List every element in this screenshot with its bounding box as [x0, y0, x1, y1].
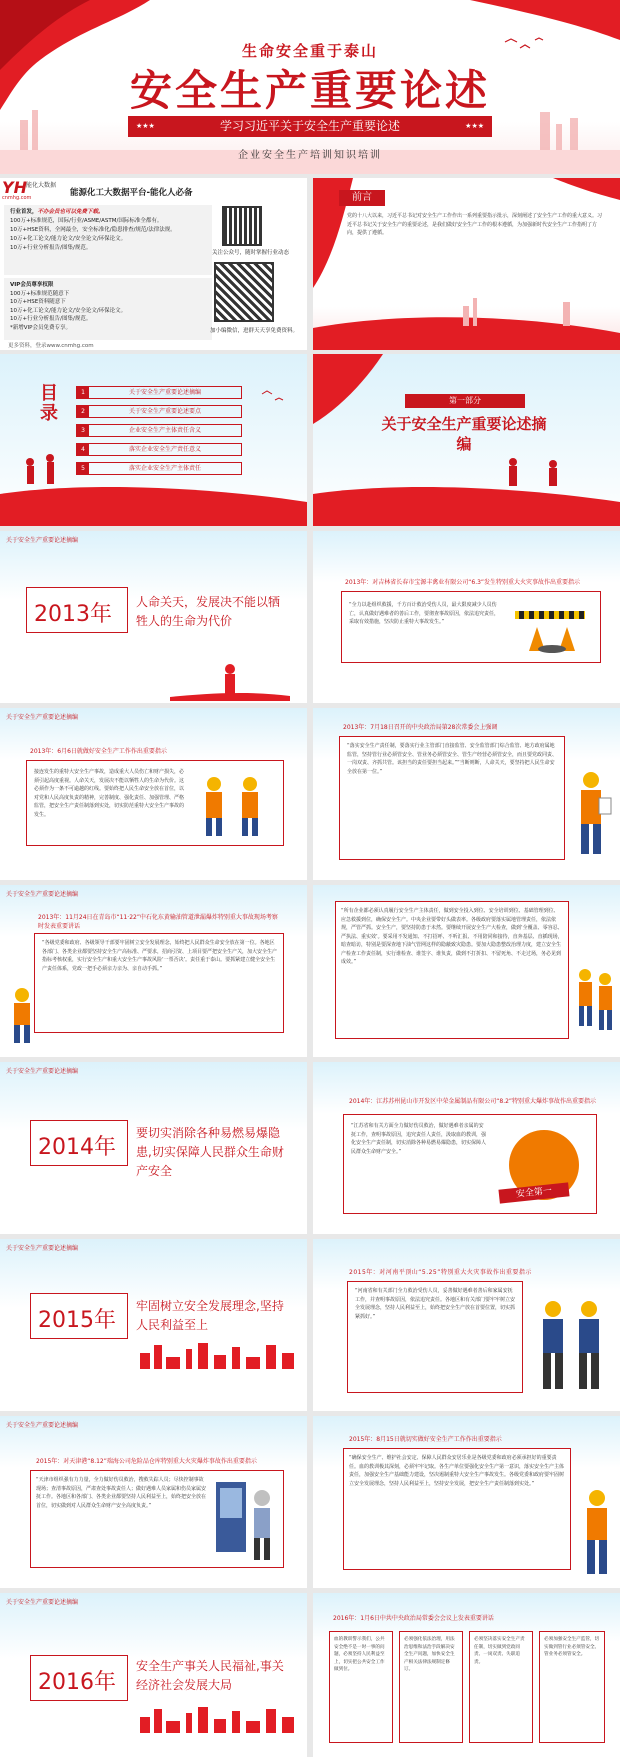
speech-col-4: 必须加强安全生产监管，切实做到管行业必须管安全、管业务必须管安全。 [539, 1631, 605, 1743]
star-icon: ★★★ [465, 122, 484, 130]
toc-item-5[interactable]: 5 落实企业安全生产主体责任 [76, 462, 242, 475]
year-label: 2013年 [34, 602, 112, 627]
slide-header: 关于安全生产重要论述摘编 [6, 1068, 79, 1075]
speech-col-3: 必须坚决落实安全生产责任制，切实做到党政同责、一岗双责、失职追责。 [469, 1631, 533, 1743]
speech-body: “各级党委和政府、各级领导干部要牢固树立安全发展理念，始终把人民群众生命安全放在第一位。各地区各部门、各类企业都要坚持安全生产高标准、严要求，招商引资、上项目要严把安全生产关，加大安全生产指标考核权重，实行安全生产和重大安全生产事故风险‘一票否决’。责任重于泰山。要抓紧建立健全安全生产责任体系，党政一把手必须亲力亲为、亲自动手抓。” [42, 940, 278, 972]
ad-industry-label: 行业首发， [10, 209, 38, 215]
speech-body: “江苏省和有关方面全力做好伤员救治，做好遇难者亲属的安抚工作，查明事故原因，追究责任人责任，汲取血的教训，强化安全生产责任制，切实消除各种易燃易爆隐患，切实保障人民群众生命财产安全。” [351, 1123, 487, 1155]
qr1-caption: 关注公众号，随时掌握行业动态 [212, 250, 290, 256]
speech-2013-e-slide [313, 885, 620, 1057]
speech-2015-c-slide [313, 1416, 620, 1588]
vip-item: 10万+HSE资料随意下 [10, 299, 66, 305]
skyline-decoration [140, 1339, 300, 1369]
toc-item-4[interactable]: 4 落实企业安全生产责任意义 [76, 443, 242, 456]
skyline-decoration [140, 1703, 300, 1733]
qr2-caption: 加小编微信，进群天天享免费资料。 [210, 328, 299, 334]
ad-vip [4, 278, 212, 340]
slide-header: 关于安全生产重要论述摘编 [6, 1599, 79, 1606]
year-label: 2016年 [38, 1670, 116, 1695]
speech-body: “落实安全生产责任制，要落实行业主管部门直接监管、安全监管部门综合监管、地方政府属地监管，坚持管行业必须管安全、管业务必须管安全、管生产经营必须管安全，而且要党政同责、一岗双责、齐抓共管。该担当的责任要担当起来。”“当断则断，人命关天，要坚持把人民生命安全放在第一位。” [347, 743, 558, 775]
speech-2013-a-slide [313, 531, 620, 703]
star-icon: ★★★ [136, 122, 155, 130]
speech-body: “天津市组织强有力力量，全力做好伤员救治，搜救失踪人员；尽快控制事故现场；查清事故原因，严肃查处事故责任人；做好遇难人员家属和伤员家属安抚工作。各地区和各部门、各类企业都要坚持人民利益至上，始终把安全放在首位，切实做到对人民群众生命财产安全高度负责。” [36, 1477, 207, 1509]
speech-2015-a-slide [313, 1239, 620, 1411]
vip-item: 10万+化工论文/能力论文/安全论文/环保论文。 [10, 307, 127, 314]
toc-slide [0, 354, 307, 526]
logo-mark: YH [2, 178, 27, 197]
year-2015-slide [0, 1239, 307, 1411]
toc-item-2[interactable]: 2 关于安全生产重要论述要点 [76, 405, 242, 418]
speech-head: 2015年：对河南平顶山“5.25”特别重大火灾事故作出重要指示 [349, 1269, 532, 1276]
foreword-body: 党的十八大以来，习近平总书记对安全生产工作作出一系列重要指示批示，深刻阐述了安全生产工作的重大意义。习近平总书记关于安全生产的重要论述，是我们做好安全生产工作的根本遵循，为加强新时代安全生产工作指明了方向，提供了遵循。 [347, 213, 603, 236]
control-panel-illustration [212, 1478, 280, 1564]
workers-illustration [571, 965, 617, 1045]
ad-logo [2, 178, 68, 204]
cover-kicker: 生命安全重于泰山 [241, 42, 378, 60]
qr-code-2[interactable] [216, 264, 272, 320]
ad-item: 10万+化工论文/能力论文/安全论文/环保论文。 [10, 236, 127, 242]
cover-banner [128, 116, 492, 137]
worker-illustration [577, 1488, 617, 1578]
slide-header: 关于安全生产重要论述摘编 [6, 714, 79, 721]
toc-title: 目录 [40, 383, 58, 424]
toc-list [76, 386, 242, 475]
cover-title: 安全生产重要论述 [129, 66, 490, 115]
qr-code-1[interactable] [224, 208, 260, 244]
speech-head: 2013年：对吉林省长春市宝源丰禽业有限公司“6.3”发生特别重大火灾事故作出重要指示 [345, 579, 581, 586]
toc-item-3[interactable]: 3 企业安全生产主体责任含义 [76, 424, 242, 437]
year-quote: 人命关天，发展决不能以牺牲人的生命为代价 [136, 595, 281, 628]
speech-2014-slide [313, 1062, 620, 1234]
year-2014-slide [0, 1062, 307, 1234]
speech-col-1: 血的教训警示我们，公共安全绝不是一时一事的问题，必须坚持人民利益至上，切实把公共安全工作做到位。 [329, 1631, 393, 1743]
year-label: 2014年 [38, 1135, 116, 1160]
slide-header: 关于安全生产重要论述摘编 [6, 1422, 79, 1429]
speech-body: “确保安全生产、维护社会安定、保障人民群众安居乐业是各级党委和政府必须承担好的重要责任。血的教训极其深刻，必须牢牢记取。各生产单位要强化安全生产第一意识，落实安全生产主体责任，加强安全生产基础能力建设，坚决遏制重特大安全生产事故发生。各级党委和政府要牢固树立安全发展理念，坚持人民利益至上，坚持安全发展，把安全生产责任制落到实处。” [349, 1455, 565, 1487]
ad-list [4, 205, 212, 275]
vip-item: 10万+行业分析报告/图集/规范。 [10, 316, 92, 322]
worker-clipboard-illustration [569, 768, 615, 860]
worker-illustration [6, 985, 40, 1045]
worker-silhouette-decoration [170, 651, 290, 701]
part1-slide [313, 354, 620, 526]
speech-head: 2013年：11月24日在青岛市“11·22”中石化东黄输油管道泄漏爆炸特别重大事故现场考察时发表重要讲话 [38, 914, 278, 930]
cover-banner-text: 学习习近平关于安全生产重要论述 [219, 119, 400, 133]
ad-slide [0, 178, 307, 350]
speech-col-2: 必须强化依法治理，用法治思维和法治手段解决安全生产问题，加快安全生产相关法律法规制定修订。 [399, 1631, 463, 1743]
part1-title: 关于安全生产重要论述摘编 [381, 415, 547, 453]
workers-illustration [190, 770, 278, 840]
vip-title: VIP会员尊享权限 [10, 282, 54, 288]
year-2016-slide [0, 1593, 307, 1757]
speech-2015-b-slide [0, 1416, 307, 1588]
part1-label: 第一部分 [405, 394, 525, 408]
speech-head: 2014年：江苏苏州昆山市开发区中荣金属制品有限公司“8.2”特别重大爆炸事故作出重要指示 [349, 1098, 597, 1105]
year-quote: 要切实消除各种易燃易爆隐患,切实保障人民群众生命财产安全 [136, 1126, 284, 1178]
year-label: 2015年 [38, 1308, 116, 1333]
foreword-slide [313, 178, 620, 350]
speech-2013-b-slide [0, 708, 307, 880]
ad-headline: 能源化工大数据平台-能化人必备 [70, 188, 193, 198]
slide-header: 关于安全生产重要论述摘编 [6, 1245, 79, 1252]
cover-slide [0, 0, 620, 174]
ad-item: 10万+HSE资料，全网最全，安全标准化/隐患排查/规范/法律法规。 [10, 227, 176, 233]
safety-first-badge: 安全第一 [498, 1182, 569, 1203]
speech-body: “河南省和有关部门全力救治受伤人员，妥善做好遇难者善后和家属安抚工作，并查明事故原因，依法追究责任。各地区和有关部门要牢牢树立安全发展理念，坚持人民利益至上，始终把安全生产放在首要位置，切实抓紧抓好。” [355, 1288, 516, 1320]
speech-head: 2015年：8月15日就切实做好安全生产工作作出重要指示 [349, 1436, 502, 1443]
speech-head: 2016年：1月6日中共中央政治局常委会会议上发表重要讲话 [333, 1615, 494, 1622]
speech-2013-c-slide [313, 708, 620, 880]
speech-head: 2013年：6月6日就做好安全生产工作作出重要指示 [30, 748, 167, 755]
slide-header: 关于安全生产重要论述摘编 [6, 537, 79, 544]
speech-body: 接连发生的重特大安全生产事故，造成重大人员伤亡和财产损失，必须引起高度重视。人命关天，发展决不能以牺牲人的生命为代价。这必须作为一条不可逾越的红线。要始终把人民生命安全放在首位，以对党和人民高度负责的精神，完善制度、强化责任、加强管理、严格监管，把安全生产责任制落到实处，切实防范重特大安全生产事故的发生。 [34, 769, 185, 818]
logo-url: cnmhg.com [2, 195, 32, 201]
year-quote: 牢固树立安全发展理念,坚持人民利益至上 [136, 1299, 284, 1332]
speech-body: “全力以赴组织救援，千方百计救治受伤人员，最大限度减少人员伤亡，认真做好遇难者的善后工作，要彻查事故原因，依法追究责任，采取有效措施，坚决防止重特大事故发生。” [349, 602, 500, 625]
vip-item: 100万+标准规范随意下 [10, 290, 70, 297]
ad-industry-note: 不办会员也可以免费下载。 [37, 209, 104, 215]
slide-header: 关于安全生产重要论述摘编 [6, 891, 79, 898]
speech-head: 2013年：7月18日召开的中央政治局第28次常委会上强调 [343, 724, 498, 731]
cover-subtitle: 企业安全生产培训知识培训 [238, 150, 382, 161]
speech-2016-slide [313, 1593, 620, 1757]
speech-body: “所有企业都必须认真履行安全生产主体责任，做到安全投入到位、安全培训到位、基础管理到位、应急救援到位，确保安全生产。中央企业要带好头做表率。各级政府要落实属地管理责任，依法依规，严管严抓。安全生产，要坚持防患于未然。要继续开展安全生产大检查，做到‘全覆盖、零容忍、严执法、重实效’。要采用不发通知、不打招呼、不听汇报、不用陪同和接待，直奔基层、直插现场，暗查暗访，特别是要深查地下油气管网这样的隐蔽致灾隐患。要加大隐患整改治理力度，建立安全生产检查工作责任制，实行谁检查、谁签字、谁负责，做到不打折扣、不留死角、不走过场，务必见到成效。” [341, 908, 563, 965]
vip-item: *新增VIP会员免费专享。 [10, 324, 71, 331]
ad-item: 10万+行业分析报告/图集/规范。 [10, 245, 92, 251]
speech-2013-d-slide [0, 885, 307, 1057]
year-2013-slide [0, 531, 307, 703]
foreword-title: 前言 [339, 190, 385, 206]
year-quote: 安全生产事关人民福祉,事关经济社会发展大局 [136, 1659, 284, 1692]
safety-barrier-illustration [509, 599, 595, 657]
speech-head: 2015年：对天津港“8.12”瑞海公司危险品仓库特别重大火灾爆炸事故作出重要指示 [36, 1458, 257, 1465]
logo-name: 能化大数据 [26, 182, 57, 189]
toc-item-1[interactable]: 1 关于安全生产重要论述摘编 [76, 386, 242, 399]
ad-more: 更多资料，登录www.cnmhg.com [8, 343, 94, 349]
workers-illustration [529, 1295, 613, 1395]
ad-item: 100万+标准规范，国际/行业/ASME/ASTM/国际标准全都有。 [10, 218, 163, 224]
